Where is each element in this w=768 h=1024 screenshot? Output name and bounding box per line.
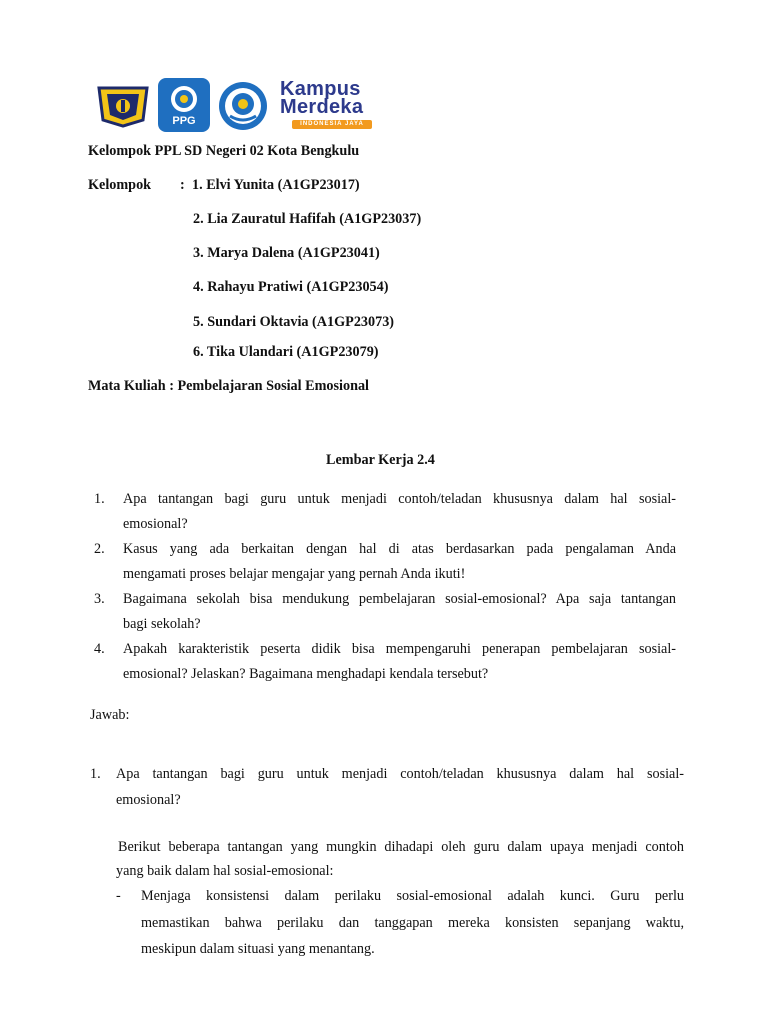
ppg-logo [158,78,210,132]
ppg-label: PPG [172,115,196,127]
tagline-band [292,120,372,129]
question-number: 4. [94,641,105,657]
kampus-merdeka-logo [280,80,376,132]
member-item: 3. Marya Dalena (A1GP23041) [193,245,380,261]
bullet-dash: - [116,888,121,904]
question-line: Apa tantangan bagi guru untuk menjadi contoh/teladan khususnya dalam hal sosial- [123,491,676,507]
member-item: 1. Elvi Yunita (A1GP23017) [192,177,360,193]
question-number: 2. [94,541,105,557]
tagline-text: INDONESIA JAYA [300,121,364,127]
group-heading: Kelompok PPL SD Negeri 02 Kota Bengkulu [88,143,360,159]
kemdikbud-logo [216,80,270,132]
answer-question-line: emosional? [116,792,181,808]
question-line: Kasus yang ada berkaitan dengan hal di atas berdasarkan pada pengalaman Anda [123,541,676,557]
member-item: 4. Rahayu Pratiwi (A1GP23054) [193,279,389,295]
member-item: 6. Tika Ulandari (A1GP23079) [193,344,379,360]
answer-question-line: Apa tantangan bagi guru untuk menjadi contoh/teladan khususnya dalam hal sosial- [116,766,684,782]
member-item: 2. Lia Zauratul Hafifah (A1GP23037) [193,211,422,227]
answer-intro-line: Berikut beberapa tantangan yang mungkin dihadapi oleh guru dalam upaya menjadi contoh [118,839,684,855]
university-logo [95,80,151,128]
tutwuri-emblem-icon [158,82,210,116]
question-number: 1. [94,491,105,507]
worksheet-title: Lembar Kerja 2.4 [326,452,435,468]
answer-intro-line: yang baik dalam hal sosial-emosional: [116,863,334,879]
question-line: emosional? Jelaskan? Bagaimana menghadapi kendala tersebut? [123,666,489,682]
bullet-line: Menjaga konsistensi dalam perilaku sosial-emosional adalah kunci. Guru perlu [141,888,684,904]
kelompok-label: Kelompok [88,177,152,193]
question-line: emosional? [123,516,188,532]
course-line: Mata Kuliah : Pembelajaran Sosial Emosional [88,378,369,394]
member-item: 5. Sundari Oktavia (A1GP23073) [193,314,395,330]
bullet-line: meskipun dalam situasi yang menantang. [141,941,375,957]
answer-question-number: 1. [90,766,101,782]
bullet-line: memastikan bahwa perilaku dan tanggapan mereka konsisten sepanjang waktu, [141,915,684,931]
question-line: bagi sekolah? [123,616,201,632]
question-number: 3. [94,591,105,607]
question-line: mengamati proses belajar mengajar yang pernah Anda ikuti! [123,566,466,582]
kampus-word: Kampus [280,78,361,100]
answer-label: Jawab: [90,707,130,723]
kelompok-separator: : [180,177,185,193]
merdeka-word: Merdeka [280,96,364,118]
question-line: Apakah karakteristik peserta didik bisa mempengaruhi penerapan pembelajaran sosial- [123,641,676,657]
question-line: Bagaimana sekolah bisa mendukung pembelajaran sosial-emosional? Apa saja tantangan [123,591,676,607]
